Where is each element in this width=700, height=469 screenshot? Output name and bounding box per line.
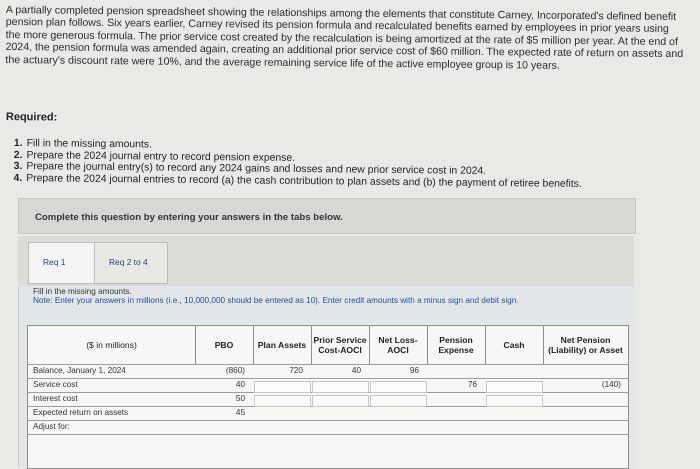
- pbo-cell: 40: [235, 380, 245, 389]
- pbo-cell: 50: [235, 394, 245, 403]
- net-loss-input[interactable]: [370, 381, 427, 393]
- plan-assets-input[interactable]: [254, 381, 311, 393]
- header-millions: ($ in millions): [28, 326, 196, 364]
- row-label: Expected return on assets: [33, 408, 129, 417]
- header-prior-service-cost: Prior Service Cost-AOCI: [311, 326, 370, 364]
- requirement-item: 4. Prepare the 2024 journal entries to record (a) the cash contribution to plan assets and (b) the payment of retiree benefits.: [13, 172, 582, 190]
- requirement-item: 3. Prepare the journal entry(s) to record any 2024 gains and losses and new prior service cost in 2024.: [13, 161, 487, 178]
- requirements-list: [14, 138, 583, 190]
- header-pbo: PBO: [195, 326, 254, 364]
- pbo-cell: 45: [235, 408, 245, 417]
- tabs-bar: [18, 236, 634, 286]
- panel-title: Fill in the missing amounts.: [33, 287, 132, 296]
- prior-service-cost-input[interactable]: [312, 395, 369, 407]
- required-heading: Required:: [5, 111, 58, 124]
- prior-service-cost-input[interactable]: [312, 381, 369, 393]
- net-loss-cell: 96: [409, 366, 419, 375]
- cash-input[interactable]: [486, 395, 543, 407]
- pbo-cell: (860): [225, 366, 245, 375]
- row-label: Adjust for:: [33, 422, 70, 431]
- tab-req-2-to-4[interactable]: Req 2 to 4: [94, 242, 168, 284]
- net-loss-input[interactable]: [370, 395, 427, 407]
- instruction-note: Note: Enter your answers in millions (i.e., 10,000,000 should be entered as 10). Enter credit amounts with a minus sign and debit sign.: [33, 296, 519, 305]
- header-cash: Cash: [485, 326, 544, 364]
- row-divider: [28, 434, 628, 435]
- cash-input[interactable]: [486, 381, 543, 393]
- tab-req-1[interactable]: Req 1: [28, 242, 96, 284]
- prior-service-cost-cell: 40: [351, 366, 361, 375]
- header-net-pension: Net Pension (Liability) or Asset: [548, 335, 623, 355]
- pension-spreadsheet: [27, 325, 629, 469]
- row-label: Interest cost: [33, 394, 78, 403]
- problem-intro: A partially completed pension spreadsheet showing the relationships among the elements that constitute Carney, Incorporated's defined benefit pension plan follows. Six years earlier, Carney revised its pension formula and recalculated benefits earned by employees in prior years using the more generous formula. The prior service cost created by the recalculation is being amortized at the rate of $5 million per year. At the end of 2024, the pension formula was amended again, creating an additional prior service cost of $60 million. The expected rate of return on assets and the actuary's discount rate were 10%, and the average remaining service life of the active employee group is 10 years.: [5, 4, 684, 72]
- pension-expense-cell: 76: [467, 380, 477, 389]
- header-plan-assets: Plan Assets: [253, 326, 312, 364]
- header-net-loss: Net Loss-AOCI: [369, 326, 428, 364]
- row-divider: [28, 364, 628, 365]
- instruction-text: Complete this question by entering your answers in the tabs below.: [35, 212, 343, 223]
- header-pension-expense: Pension Expense: [427, 326, 486, 364]
- requirement-item: 1. Fill in the missing amounts.: [13, 138, 152, 151]
- net-pension-cell: (140): [601, 380, 621, 389]
- row-divider: [28, 420, 628, 421]
- row-label: Balance, January 1, 2024: [33, 366, 126, 375]
- instruction-banner: [18, 198, 636, 234]
- plan-assets-cell: 720: [289, 366, 303, 375]
- row-divider: [28, 378, 628, 379]
- requirement-item: 2. Prepare the 2024 journal entry to record pension expense.: [13, 149, 296, 164]
- row-label: Service cost: [33, 380, 78, 389]
- plan-assets-input[interactable]: [254, 395, 311, 407]
